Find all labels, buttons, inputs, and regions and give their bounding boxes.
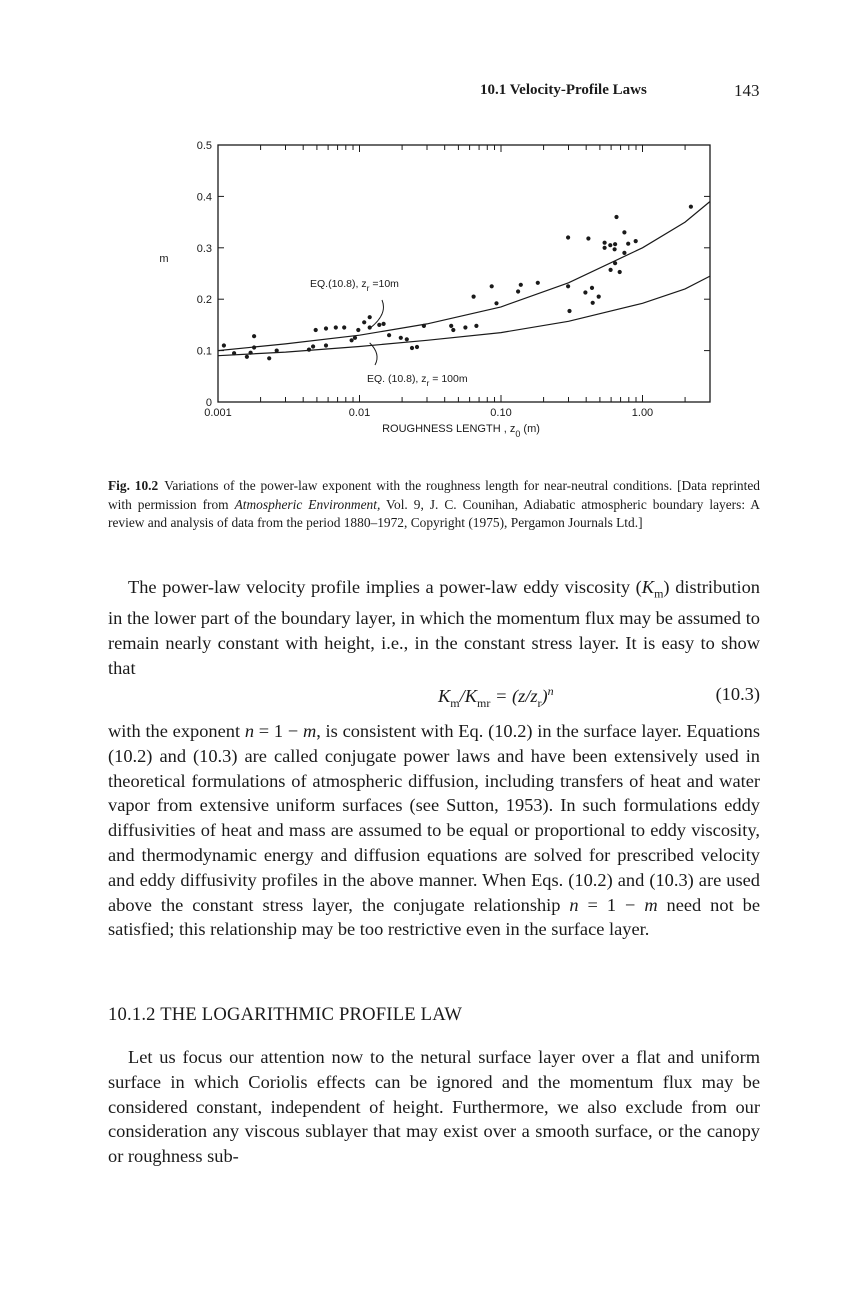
paragraph1-part-b: ) distribution in the lower part of the boundary layer, in which the momentum flux may be assumed to remain nearly constant with height, i.e., in the constant stress layer. It is easy to show that: [108, 577, 760, 679]
x-axis-label: ROUGHNESS LENGTH , $z_0$ (m): [382, 423, 540, 439]
paragraph-conjugate-power-laws: with the exponent n = 1 − m, is consistent with Eq. (10.2) in the surface layer. Equations (10.2) and (10.3) are called conjugate power laws and have been extensively used in theoretical formulations of atmospheric diffusion, including transfers of heat and water vapor from extensive uniform surfaces (see Sutton, 1953). In such formulations eddy diffusivities of heat and mass are assumed to be equal or proportional to eddy viscosity, and thermodynamic energy and diffusion equations are solved for prescribed velocity and eddy diffusivity profiles in the above manner. When Eqs. (10.2) and (10.3) are used above the constant stress layer, the conjugate relationship n = 1 − m need not be satisfied; this relationship may be too restrictive even in the surface layer.: [108, 721, 760, 940]
caption-text-1: Variations of the power-law exponent with the roughness length for near-neutral conditions. [Data reprinted with permission from: [108, 478, 760, 512]
section-heading: 10.1.2 THE LOGARITHMIC PROFILE LAW: [108, 1004, 463, 1025]
data-point: [566, 235, 570, 239]
data-point: [368, 315, 372, 319]
annotation-zr-10m-label: EQ.(10.8), $z_r =10m$: [310, 278, 399, 293]
data-point: [342, 325, 346, 329]
running-head: [0, 82, 864, 106]
data-point: [252, 345, 256, 349]
data-point: [222, 343, 226, 347]
data-point: [368, 325, 372, 329]
data-point: [689, 205, 693, 209]
x-tick-label: 0.001: [204, 407, 232, 419]
data-point: [334, 325, 338, 329]
data-point: [608, 243, 612, 247]
data-point: [451, 328, 455, 332]
data-point: [350, 338, 354, 342]
data-point: [267, 356, 271, 360]
caption-journal: Atmospheric Environment,: [234, 496, 381, 512]
chart-curves: [218, 202, 710, 366]
y-tick-label: 0.3: [196, 242, 212, 255]
data-point: [622, 230, 626, 234]
data-point: [463, 325, 467, 329]
data-point: [586, 236, 590, 240]
data-point: [603, 246, 607, 250]
x-tick-label: 1.00: [631, 407, 654, 419]
paragraph2-part-b: = 1 −: [254, 721, 303, 741]
data-point: [494, 301, 498, 305]
data-point: [399, 336, 403, 340]
data-point: [618, 270, 622, 274]
data-point: [245, 355, 249, 359]
equation-number: (10.3): [715, 684, 760, 704]
data-point: [307, 348, 311, 352]
data-point: [609, 268, 613, 272]
data-point: [311, 344, 315, 348]
y-tick-label: 0.5: [196, 140, 212, 152]
data-point: [356, 328, 360, 332]
annotation-zr-10m-leader: [370, 300, 384, 328]
y-tick-label: 0: [205, 397, 212, 409]
data-point: [252, 334, 256, 338]
data-point: [622, 251, 626, 255]
data-point: [382, 322, 386, 326]
x-tick-label: 0.01: [348, 407, 371, 419]
paragraph2-part-c: , is consistent with Eq. (10.2) in the surface layer. Equations (10.2) and (10.3) are called conjugate power laws and have been extensively used in theoretical formulations of atmospheric diffusion, including transfers of heat and water vapor from extensive uniform surfaces (see Sutton, 1953). In such formulations eddy diffusivities of heat and mass are assumed to be equal or proportional to eddy viscosity, and thermodynamic energy and diffusion equations are solved for prescribed velocity and eddy diffusivity profiles in the above manner. When Eqs. (10.2) and (10.3) are used above the constant stress layer, the conjugate relationship: [108, 721, 760, 915]
data-point: [314, 328, 318, 332]
data-point: [591, 301, 595, 305]
data-point: [626, 242, 630, 246]
data-point: [567, 309, 571, 313]
data-point: [377, 323, 381, 327]
paragraph1-part-a: The power-law velocity profile implies a power-law eddy viscosity (: [128, 577, 642, 597]
data-point: [613, 247, 617, 251]
data-point: [490, 284, 494, 288]
data-point: [232, 351, 236, 355]
data-point: [613, 242, 617, 246]
equation-body: $K_m/K_{mr} = (z/z_r)^n$: [438, 684, 554, 710]
data-point: [583, 290, 587, 294]
figure-label: Fig. 10.2: [108, 478, 159, 493]
paragraph-eddy-viscosity: The power-law velocity profile implies a power-law eddy viscosity $(K_m)$ distribution in the lower part of the boundary layer, in which the momentum flux may be assumed to remain nearly constant with height, i.e., in the constant stress layer. It is easy to show that: [108, 577, 760, 679]
plot-frame: [218, 145, 710, 402]
data-point: [634, 239, 638, 243]
data-point: [362, 320, 366, 324]
paragraph2-part-a: with the exponent: [108, 721, 245, 741]
chart-labels: [159, 140, 653, 439]
data-point: [614, 215, 618, 219]
page-number: 143: [734, 81, 760, 100]
y-tick-label: 0.2: [196, 294, 212, 307]
y-axis-label: m: [159, 252, 169, 265]
equation-10-3: [108, 684, 760, 710]
data-point: [449, 324, 453, 328]
data-point: [519, 283, 523, 287]
data-point: [597, 295, 601, 299]
data-point: [324, 343, 328, 347]
chart-axes: [218, 145, 710, 402]
data-point: [613, 261, 617, 265]
data-point: [353, 336, 357, 340]
paragraph2-part-d: = 1 −: [578, 894, 645, 915]
running-head-section: 10.1 Velocity-Profile Laws: [480, 82, 647, 98]
data-point: [275, 349, 279, 353]
data-point: [590, 286, 594, 290]
y-tick-label: 0.4: [196, 191, 212, 204]
paragraph-neutral-surface-layer: Let us focus our attention now to the netural surface layer over a flat and uniform surface in which Coriolis effects can be ignored and the momentum flux may be considered constant, independent of height. Furthermore, we also exclude from our consideration any viscous sublayer that may exist over a smooth surface, or the canopy or roughness sub-: [108, 1047, 760, 1167]
power-law-exponent-figure: [150, 130, 730, 460]
annotation-zr-100m-label: EQ. (10.8), $z_r = 100m$: [367, 373, 468, 388]
data-point: [410, 346, 414, 350]
data-point: [422, 324, 426, 328]
data-point: [536, 281, 540, 285]
data-point: [405, 337, 409, 341]
data-point: [415, 345, 419, 349]
data-point: [603, 241, 607, 245]
figure-caption: [108, 477, 760, 533]
data-point: [566, 284, 570, 288]
data-point: [472, 295, 476, 299]
annotation-zr-100m-leader: [370, 343, 377, 365]
data-point: [324, 326, 328, 330]
data-point: [249, 351, 253, 355]
data-point: [516, 289, 520, 293]
data-point: [387, 333, 391, 337]
paragraph2-part-e: need not be satisfied; this relationship may be too restrictive even in the surface layer.: [108, 894, 760, 940]
data-point: [474, 324, 478, 328]
y-tick-label: 0.1: [196, 345, 212, 358]
x-tick-label: 0.10: [490, 407, 512, 419]
caption-text-2: Vol. 9, J. C. Counihan, Adiabatic atmospheric boundary layers: A review and analysis of data from the period 1880–1972, Copyright (1975), Pergamon Journals Ltd.]: [108, 496, 760, 530]
